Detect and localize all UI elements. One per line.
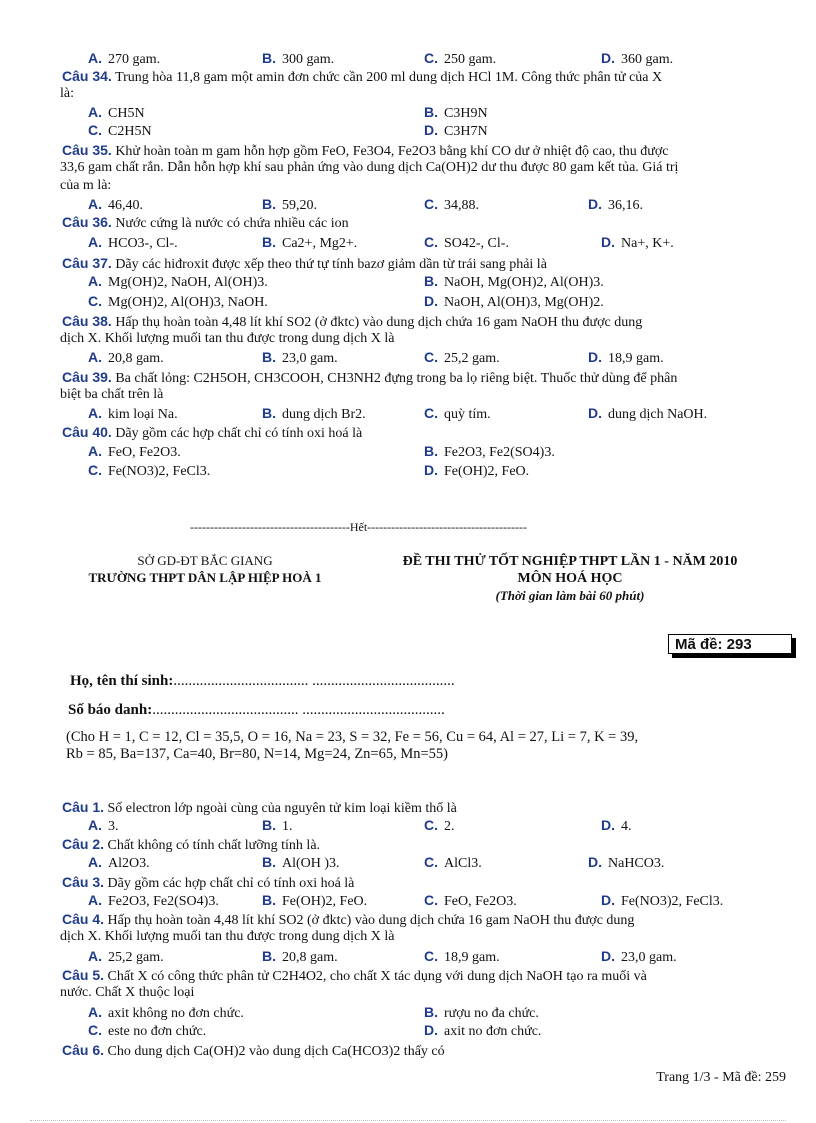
option-b: B. Fe2O3, Fe2(SO4)3.	[424, 443, 555, 460]
question-35-cont: 33,6 gam chất rắn. Dẫn hỗn hợp khí sau phản ứng vào dung dịch Ca(OH)2 dư thu được 80 gam kết tủa. Giá trị	[60, 160, 679, 175]
option-d: D. Fe(OH)2, FeO.	[424, 462, 530, 479]
option-d: D. Fe(NO3)2, FeCl3.	[601, 892, 724, 909]
question-38-cont: dịch X. Khối lượng muối tan thu được trong dung dịch X là	[60, 331, 395, 346]
question-34-cont: là:	[60, 86, 74, 101]
option-c: C. 25,2 gam.	[424, 349, 500, 366]
question-34: Câu 34. Trung hòa 11,8 gam một amin đơn chức cần 200 ml dung dịch HCl 1M. Công thức phân tử của X	[62, 68, 663, 85]
option-a: A. axit không no đơn chức.	[88, 1004, 244, 1021]
question-37: Câu 37. Dãy các hiđroxit được xếp theo thứ tự tính bazơ giảm dần từ trái sang phải là	[62, 255, 547, 272]
option-b: B. Al(OH )3.	[262, 854, 340, 871]
option-b: B. 59,20.	[262, 196, 317, 213]
school-name: TRƯỜNG THPT DÂN LẬP HIỆP HOÀ 1	[88, 570, 322, 585]
question-2: Câu 2. Chất không có tính chất lưỡng tính là.	[62, 836, 321, 853]
option-b: B. Fe(OH)2, FeO.	[262, 892, 368, 909]
atomic-masses-line-2: Rb = 85, Ba=137, Ca=40, Br=80, N=14, Mg=24, Zn=65, Mn=55)	[66, 746, 448, 762]
option-d: D. C3H7N	[424, 122, 488, 139]
question-4-cont: dịch X. Khối lượng muối tan thu được trong dung dịch X là	[60, 929, 395, 944]
option-d: D. NaOH, Al(OH)3, Mg(OH)2.	[424, 293, 604, 310]
question-5-cont: nước. Chất X thuộc loại	[60, 985, 195, 1000]
option-c: C. FeO, Fe2O3.	[424, 892, 517, 909]
option-d: D. dung dịch NaOH.	[588, 405, 708, 422]
option-a: A. Fe2O3, Fe2(SO4)3.	[88, 892, 219, 909]
option-c: C. 34,88.	[424, 196, 479, 213]
option-d: D. 360 gam.	[601, 50, 674, 67]
option-a: A. Al2O3.	[88, 854, 150, 871]
option-a: A. CH5N	[88, 104, 145, 121]
end-separator: ----------------------------------------Hết----------------------------------------	[190, 520, 528, 534]
option-a: A. 20,8 gam.	[88, 349, 164, 366]
exam-subject: MÔN HOÁ HỌC	[517, 571, 623, 586]
option-a: A. 25,2 gam.	[88, 948, 164, 965]
option-c: C. 2.	[424, 817, 455, 834]
question-40: Câu 40. Dãy gồm các hợp chất chỉ có tính oxi hoá là	[62, 424, 363, 441]
option-c: C. quỳ tím.	[424, 405, 491, 422]
option-b: B. C3H9N	[424, 104, 488, 121]
option-c: C. Mg(OH)2, Al(OH)3, NaOH.	[88, 293, 268, 310]
option-c: C. 250 gam.	[424, 50, 497, 67]
option-b: B. 20,8 gam.	[262, 948, 338, 965]
option-c: C. Fe(NO3)2, FeCl3.	[88, 462, 211, 479]
question-35: Câu 35. Khử hoàn toàn m gam hỗn hợp gồm FeO, Fe3O4, Fe2O3 bằng khí CO dư ở nhiệt độ cao, thu được	[62, 142, 669, 159]
atomic-masses-line-1: (Cho H = 1, C = 12, Cl = 35,5, O = 16, Na = 23, S = 32, Fe = 56, Cu = 64, Al = 27, Li = 7, K = 39,	[66, 729, 639, 745]
option-c: C. 18,9 gam.	[424, 948, 500, 965]
question-38: Câu 38. Hấp thụ hoàn toàn 4,48 lít khí SO2 (ở đktc) vào dung dịch chứa 16 gam NaOH thu được dung	[62, 313, 643, 330]
option-d: D. Na+, K+.	[601, 234, 674, 251]
option-b: B. 1.	[262, 817, 293, 834]
student-id-line: Số báo danh:....................................... ......................................	[68, 702, 445, 718]
option-c: C. SO42-, Cl-.	[424, 234, 509, 251]
option-a: A. 3.	[88, 817, 119, 834]
question-6: Câu 6. Cho dung dịch Ca(OH)2 vào dung dịch Ca(HCO3)2 thấy có	[62, 1042, 445, 1059]
option-d: D. axit no đơn chức.	[424, 1022, 542, 1039]
option-c: C. C2H5N	[88, 122, 152, 139]
exam-duration: (Thời gian làm bài 60 phút)	[495, 588, 645, 603]
option-a: A. kim loại Na.	[88, 405, 178, 422]
option-b: B. dung dịch Br2.	[262, 405, 366, 422]
option-d: D. NaHCO3.	[588, 854, 665, 871]
option-d: D. 4.	[601, 817, 632, 834]
question-1: Câu 1. Số electron lớp ngoài cùng của nguyên tử kim loại kiềm thổ là	[62, 799, 457, 816]
option-a: A. Mg(OH)2, NaOH, Al(OH)3.	[88, 273, 268, 290]
option-a: A. 46,40.	[88, 196, 143, 213]
dept-name: SỞ GD-ĐT BẮC GIANG	[137, 553, 273, 568]
option-b: B. rượu no đa chức.	[424, 1004, 539, 1021]
option-d: D. 18,9 gam.	[588, 349, 664, 366]
option-b: B. 23,0 gam.	[262, 349, 338, 366]
option-a: A. 270 gam.	[88, 50, 161, 67]
option-b: B. NaOH, Mg(OH)2, Al(OH)3.	[424, 273, 604, 290]
question-39-cont: biệt ba chất trên là	[60, 387, 164, 402]
option-b: B. Ca2+, Mg2+.	[262, 234, 358, 251]
student-name-line: Họ, tên thí sinh:.................................... ......................................	[70, 673, 455, 689]
option-a: A. FeO, Fe2O3.	[88, 443, 181, 460]
exam-code-box: Mã đề: 293	[668, 634, 792, 654]
question-36: Câu 36. Nước cứng là nước có chứa nhiều các ion	[62, 214, 349, 231]
option-c: C. este no đơn chức.	[88, 1022, 207, 1039]
question-5: Câu 5. Chất X có công thức phân tử C2H4O2, cho chất X tác dụng với dung dịch NaOH tạo ra muối và	[62, 967, 647, 984]
question-39: Câu 39. Ba chất lỏng: C2H5OH, CH3COOH, CH3NH2 đựng trong ba lọ riêng biệt. Thuốc thử dùng để phân	[62, 369, 678, 386]
option-c: C. AlCl3.	[424, 854, 482, 871]
exam-title: ĐỀ THI THỬ TỐT NGHIỆP THPT LẦN 1 - NĂM 2010	[402, 554, 738, 569]
page-footer: Trang 1/3 - Mã đề: 259	[656, 1070, 786, 1085]
page-bottom-rule	[30, 1120, 786, 1121]
question-3: Câu 3. Dãy gồm các hợp chất chỉ có tính oxi hoá là	[62, 874, 355, 891]
question-35-cont2: của m là:	[60, 178, 112, 193]
option-d: D. 36,16.	[588, 196, 643, 213]
option-b: B. 300 gam.	[262, 50, 335, 67]
option-d: D. 23,0 gam.	[601, 948, 677, 965]
question-4: Câu 4. Hấp thụ hoàn toàn 4,48 lít khí SO2 (ở đktc) vào dung dịch chứa 16 gam NaOH thu được dung	[62, 911, 635, 928]
option-a: A. HCO3-, Cl-.	[88, 234, 178, 251]
